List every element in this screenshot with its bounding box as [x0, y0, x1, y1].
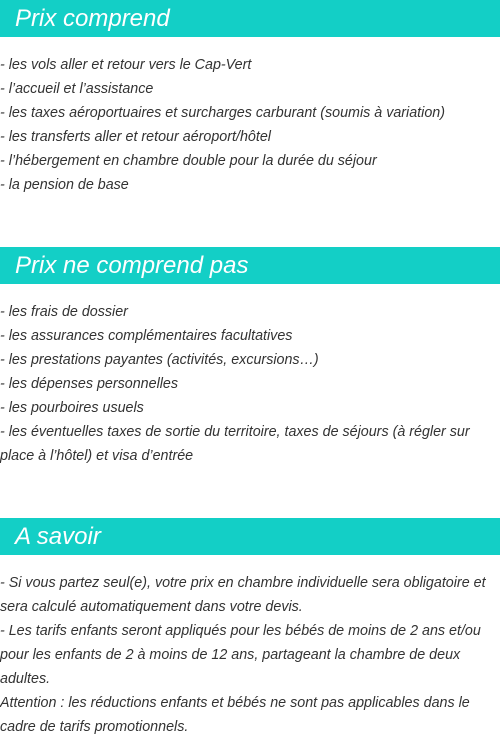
list-item: Attention : les réductions enfants et bébés ne sont pas applicables dans le cadre de tarifs promotionnels.: [0, 695, 470, 735]
list-item: - Les tarifs enfants seront appliqués pour les bébés de moins de 2 ans et/ou pour les enfants de 2 à moins de 12 ans, partageant la chambre de deux adultes.: [0, 623, 481, 687]
list-item: - les frais de dossier: [0, 304, 128, 320]
price-excludes-section: [0, 247, 500, 468]
section-header: Prix ne comprend pas: [0, 247, 500, 284]
list-item: - l’hébergement en chambre double pour la durée du séjour: [0, 153, 377, 169]
price-includes-list: [0, 53, 500, 197]
list-item: - les taxes aéroportuaires et surcharges carburant (soumis à variation): [0, 105, 445, 121]
list-item: - les vols aller et retour vers le Cap-Vert: [0, 57, 252, 73]
good-to-know-list: [0, 571, 500, 739]
list-item: - les dépenses personnelles: [0, 376, 179, 392]
price-includes-section: [0, 0, 500, 197]
list-item: - la pension de base: [0, 177, 129, 193]
section-header: A savoir: [0, 518, 500, 555]
list-item: - les pourboires usuels: [0, 400, 144, 416]
list-item: - l’accueil et l’assistance: [0, 81, 154, 97]
list-item: - les prestations payantes (activités, excursions…): [0, 352, 319, 368]
list-item: - les transferts aller et retour aéroport/hôtel: [0, 129, 271, 145]
good-to-know-section: [0, 518, 500, 739]
list-item: - Si vous partez seul(e), votre prix en chambre individuelle sera obligatoire et sera calculé automatiquement dans votre devis.: [0, 575, 486, 615]
section-header: Prix comprend: [0, 0, 500, 37]
price-excludes-list: [0, 300, 500, 468]
list-item: - les éventuelles taxes de sortie du territoire, taxes de séjours (à régler sur place à l’hôtel) et visa d’entrée: [0, 424, 470, 464]
list-item: - les assurances complémentaires facultatives: [0, 328, 293, 344]
